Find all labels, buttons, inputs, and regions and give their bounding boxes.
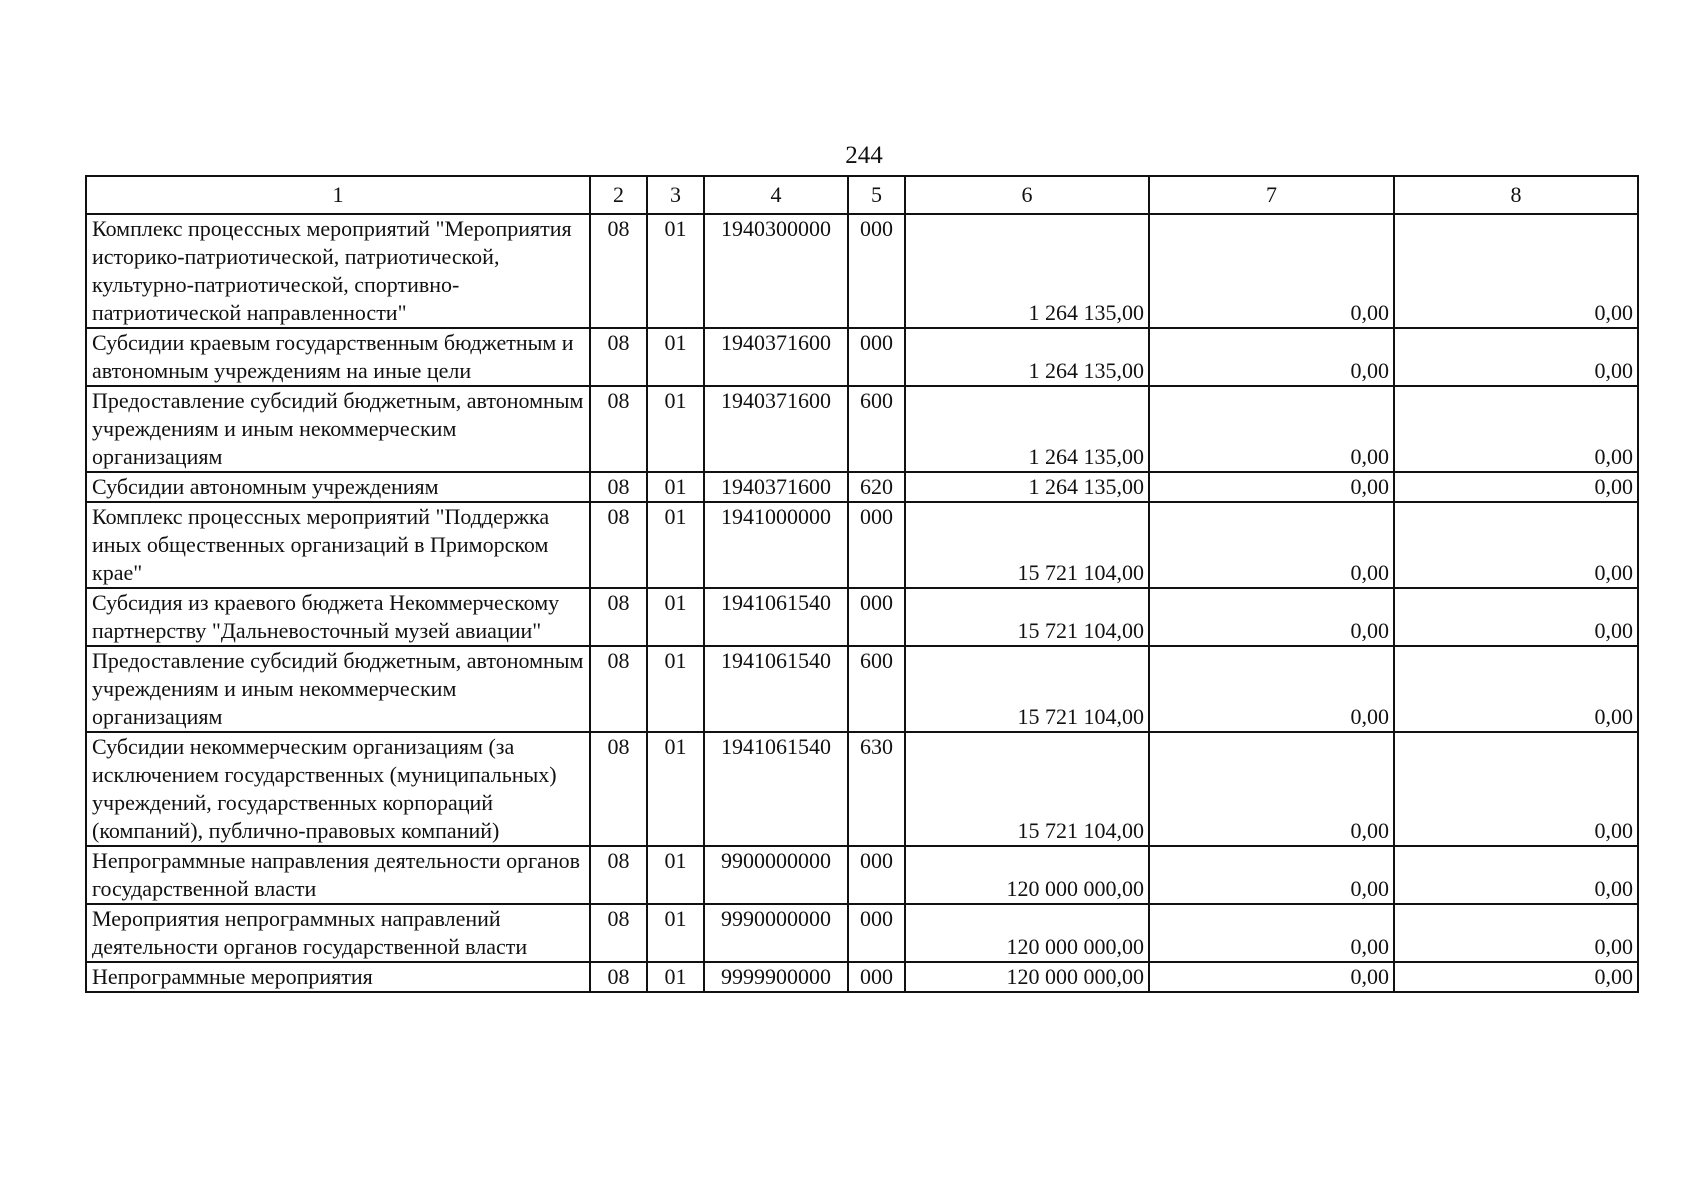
amount-col7: 0,00 — [1149, 732, 1394, 846]
row-name: Комплекс процессных мероприятий "Мероприятия историко-патриотической, патриотической, культурно-патриотической, спортивно-патриотической направленности" — [86, 214, 590, 328]
amount-col8: 0,00 — [1394, 732, 1638, 846]
expense-type-code: 000 — [848, 502, 905, 588]
target-article-code: 1941061540 — [704, 732, 848, 846]
section-code: 08 — [590, 732, 647, 846]
table-row — [86, 962, 1638, 992]
section-code: 08 — [590, 904, 647, 962]
amount-col6: 15 721 104,00 — [905, 588, 1149, 646]
target-article-code: 9999900000 — [704, 962, 848, 992]
amount-col7: 0,00 — [1149, 472, 1394, 502]
section-code: 08 — [590, 214, 647, 328]
amount-col8: 0,00 — [1394, 588, 1638, 646]
amount-col7: 0,00 — [1149, 214, 1394, 328]
subsection-code: 01 — [647, 472, 704, 502]
row-name: Непрограммные направления деятельности органов государственной власти — [86, 846, 590, 904]
section-code: 08 — [590, 588, 647, 646]
amount-col6: 15 721 104,00 — [905, 502, 1149, 588]
amount-col6: 120 000 000,00 — [905, 846, 1149, 904]
amount-col7: 0,00 — [1149, 962, 1394, 992]
section-code: 08 — [590, 846, 647, 904]
amount-col8: 0,00 — [1394, 904, 1638, 962]
row-name: Субсидии некоммерческим организациям (за исключением государственных (муниципальных) учреждений, государственных корпораций (компаний), публично-правовых компаний) — [86, 732, 590, 846]
column-header: 3 — [647, 176, 704, 214]
row-name: Субсидия из краевого бюджета Некоммерческому партнерству "Дальневосточный музей авиации" — [86, 588, 590, 646]
section-code: 08 — [590, 502, 647, 588]
amount-col6: 1 264 135,00 — [905, 386, 1149, 472]
target-article-code: 1940371600 — [704, 386, 848, 472]
amount-col8: 0,00 — [1394, 472, 1638, 502]
table-row — [86, 328, 1638, 386]
subsection-code: 01 — [647, 588, 704, 646]
table-row — [86, 502, 1638, 588]
column-header: 6 — [905, 176, 1149, 214]
amount-col7: 0,00 — [1149, 646, 1394, 732]
section-code: 08 — [590, 962, 647, 992]
amount-col8: 0,00 — [1394, 328, 1638, 386]
amount-col6: 1 264 135,00 — [905, 214, 1149, 328]
amount-col7: 0,00 — [1149, 328, 1394, 386]
expense-type-code: 000 — [848, 588, 905, 646]
amount-col8: 0,00 — [1394, 502, 1638, 588]
section-code: 08 — [590, 328, 647, 386]
subsection-code: 01 — [647, 386, 704, 472]
target-article-code: 9990000000 — [704, 904, 848, 962]
amount-col6: 15 721 104,00 — [905, 732, 1149, 846]
target-article-code: 1941061540 — [704, 646, 848, 732]
target-article-code: 9900000000 — [704, 846, 848, 904]
subsection-code: 01 — [647, 732, 704, 846]
expense-type-code: 600 — [848, 646, 905, 732]
row-name: Непрограммные мероприятия — [86, 962, 590, 992]
expense-type-code: 000 — [848, 962, 905, 992]
table-row — [86, 214, 1638, 328]
table-row — [86, 588, 1638, 646]
column-header: 5 — [848, 176, 905, 214]
amount-col6: 1 264 135,00 — [905, 328, 1149, 386]
row-name: Комплекс процессных мероприятий "Поддержка иных общественных организаций в Приморском крае" — [86, 502, 590, 588]
table-row — [86, 904, 1638, 962]
section-code: 08 — [590, 472, 647, 502]
row-name: Мероприятия непрограммных направлений деятельности органов государственной власти — [86, 904, 590, 962]
page-number: 244 — [845, 142, 883, 169]
section-code: 08 — [590, 386, 647, 472]
amount-col7: 0,00 — [1149, 846, 1394, 904]
table-row — [86, 646, 1638, 732]
table-row — [86, 472, 1638, 502]
column-header: 1 — [86, 176, 590, 214]
row-name: Субсидии автономным учреждениям — [86, 472, 590, 502]
subsection-code: 01 — [647, 904, 704, 962]
target-article-code: 1941000000 — [704, 502, 848, 588]
amount-col6: 15 721 104,00 — [905, 646, 1149, 732]
expense-type-code: 000 — [848, 904, 905, 962]
section-code: 08 — [590, 646, 647, 732]
target-article-code: 1940371600 — [704, 472, 848, 502]
column-header: 4 — [704, 176, 848, 214]
budget-table — [85, 175, 1639, 993]
expense-type-code: 600 — [848, 386, 905, 472]
amount-col7: 0,00 — [1149, 386, 1394, 472]
subsection-code: 01 — [647, 502, 704, 588]
expense-type-code: 000 — [848, 328, 905, 386]
expense-type-code: 620 — [848, 472, 905, 502]
column-header: 7 — [1149, 176, 1394, 214]
target-article-code: 1940371600 — [704, 328, 848, 386]
amount-col8: 0,00 — [1394, 214, 1638, 328]
subsection-code: 01 — [647, 962, 704, 992]
table-row — [86, 732, 1638, 846]
expense-type-code: 000 — [848, 846, 905, 904]
subsection-code: 01 — [647, 846, 704, 904]
table-row — [86, 846, 1638, 904]
expense-type-code: 000 — [848, 214, 905, 328]
target-article-code: 1941061540 — [704, 588, 848, 646]
amount-col8: 0,00 — [1394, 646, 1638, 732]
subsection-code: 01 — [647, 646, 704, 732]
table-row — [86, 386, 1638, 472]
amount-col7: 0,00 — [1149, 904, 1394, 962]
subsection-code: 01 — [647, 328, 704, 386]
amount-col8: 0,00 — [1394, 386, 1638, 472]
row-name: Предоставление субсидий бюджетным, автономным учреждениям и иным некоммерческим организациям — [86, 646, 590, 732]
subsection-code: 01 — [647, 214, 704, 328]
amount-col6: 120 000 000,00 — [905, 904, 1149, 962]
row-name: Предоставление субсидий бюджетным, автономным учреждениям и иным некоммерческим организациям — [86, 386, 590, 472]
amount-col7: 0,00 — [1149, 502, 1394, 588]
amount-col7: 0,00 — [1149, 588, 1394, 646]
column-header: 8 — [1394, 176, 1638, 214]
amount-col6: 1 264 135,00 — [905, 472, 1149, 502]
amount-col6: 120 000 000,00 — [905, 962, 1149, 992]
target-article-code: 1940300000 — [704, 214, 848, 328]
amount-col8: 0,00 — [1394, 846, 1638, 904]
row-name: Субсидии краевым государственным бюджетным и автономным учреждениям на иные цели — [86, 328, 590, 386]
column-header: 2 — [590, 176, 647, 214]
column-number-row — [86, 176, 1638, 214]
amount-col8: 0,00 — [1394, 962, 1638, 992]
expense-type-code: 630 — [848, 732, 905, 846]
